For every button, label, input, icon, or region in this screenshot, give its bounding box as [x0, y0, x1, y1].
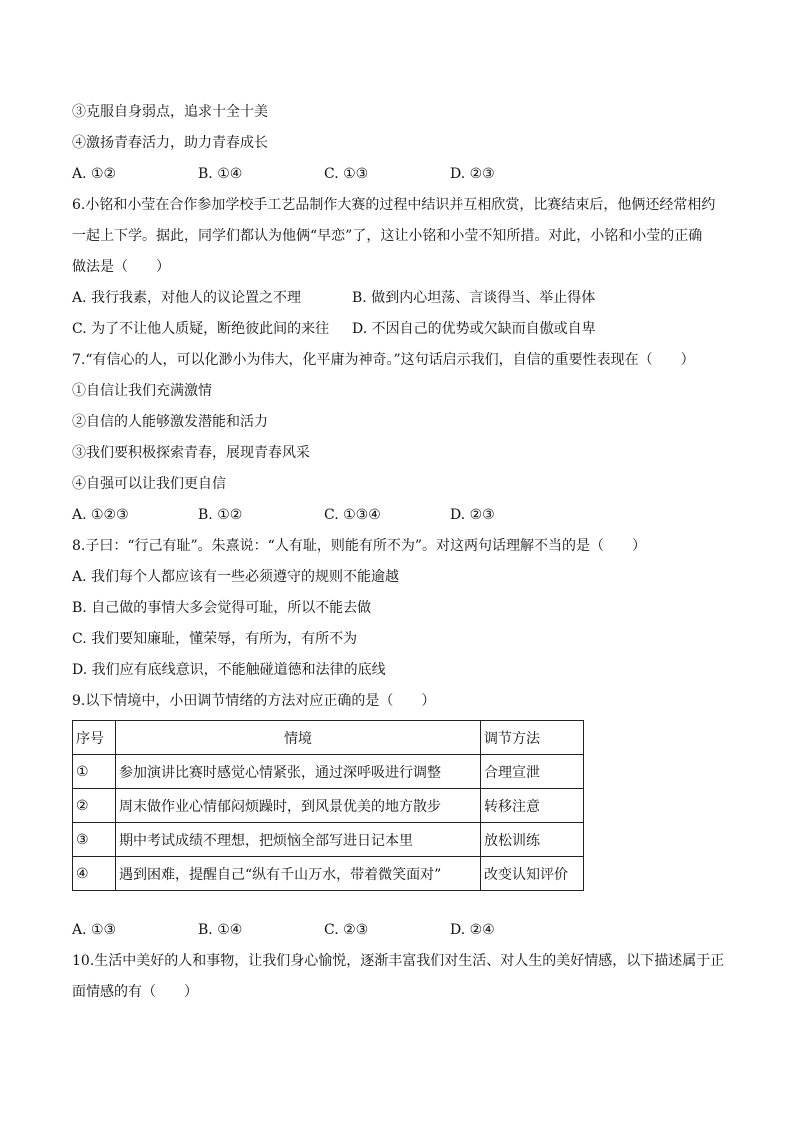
q8-option-a: A. 我们每个人都应该有一些必须遵守的规则不能逾越 — [72, 569, 400, 585]
q8-stem: 8.子曰：“行己有耻”。朱熹说：“人有耻，则能有所不为”。对这两句话理解不当的是（ ） — [72, 538, 646, 554]
q7-option-a: A. ①②③ — [72, 507, 129, 523]
q9-option-c: C. ②③ — [324, 922, 369, 938]
q6-stem-line-3: 做法是（ ） — [72, 259, 170, 275]
q5-item-3: ③克服自身弱点，追求十全十美 — [72, 104, 268, 120]
cell-method: 合理宣泄 — [481, 755, 584, 789]
cell-index: ④ — [73, 857, 116, 891]
cell-method: 转移注意 — [481, 789, 584, 823]
q9-option-a: A. ①③ — [72, 922, 117, 938]
q7-stem: 7.“有信心的人，可以化渺小为伟大，化平庸为神奇。”这句话启示我们，自信的重要性表现在（ ） — [72, 352, 695, 368]
q10-stem-line-1: 10.生活中美好的人和事物，让我们身心愉悦，逐渐丰富我们对生活、对人生的美好情感，以下描述属于正 — [72, 953, 725, 969]
q6-option-b: B. 做到内心坦荡、言谈得当、举止得体 — [352, 290, 596, 306]
table-header-row — [73, 721, 584, 755]
table-row — [73, 857, 584, 891]
q5-option-b: B. ①④ — [198, 166, 243, 182]
q9-option-d: D. ②④ — [450, 922, 495, 938]
q7-option-d: D. ②③ — [450, 507, 495, 523]
q10-stem-line-2: 面情感的有（ ） — [72, 984, 198, 1000]
cell-method: 放松训练 — [481, 823, 584, 857]
exam-page — [72, 97, 725, 1008]
q5-option-c: C. ①③ — [324, 166, 369, 182]
cell-situation: 周末做作业心情郁闷烦躁时，到风景优美的地方散步 — [116, 789, 481, 823]
cell-situation: 遇到困难，提醒自己“纵有千山万水，带着微笑面对” — [116, 857, 481, 891]
table-row — [73, 789, 584, 823]
cell-index: ③ — [73, 823, 116, 857]
cell-method: 改变认知评价 — [481, 857, 584, 891]
table-row — [73, 823, 584, 857]
q7-item-4: ④自强可以让我们更自信 — [72, 476, 226, 492]
col-header-method: 调节方法 — [481, 721, 584, 755]
q7-option-c: C. ①③④ — [324, 507, 381, 523]
q7-item-2: ②自信的人能够激发潜能和活力 — [72, 414, 268, 430]
q7-option-b: B. ①② — [198, 507, 243, 523]
cell-index: ② — [73, 789, 116, 823]
table-row — [73, 755, 584, 789]
cell-situation: 期中考试成绩不理想，把烦恼全部写进日记本里 — [116, 823, 481, 857]
q6-stem-line-2: 一起上下学。据此，同学们都认为他俩“早恋”了，这让小铭和小莹不知所措。对此，小铭和小莹的正确 — [72, 228, 703, 244]
q5-options — [72, 159, 722, 190]
q9-options — [72, 915, 722, 946]
q8-option-b: B. 自己做的事情大多会觉得可耻，所以不能去做 — [72, 600, 372, 616]
q8-option-c: C. 我们要知廉耻，懂荣辱，有所为，有所不为 — [72, 631, 358, 647]
emotion-method-table — [72, 720, 584, 891]
q6-options-row-1 — [72, 283, 722, 314]
q6-option-c: C. 为了不让他人质疑，断绝彼此间的来往 — [72, 321, 330, 337]
cell-index: ① — [73, 755, 116, 789]
cell-situation: 参加演讲比赛时感觉心情紧张，通过深呼吸进行调整 — [116, 755, 481, 789]
q9-stem: 9.以下情境中，小田调节情绪的方法对应正确的是（ ） — [72, 693, 436, 709]
q6-stem-line-1: 6.小铭和小莹在合作参加学校手工艺品制作大赛的过程中结识并互相欣赏，比赛结束后，他俩还经常相约 — [72, 197, 716, 213]
col-header-situation: 情境 — [116, 721, 481, 755]
q6-options-row-2 — [72, 314, 722, 345]
q8-option-d: D. 我们应有底线意识，不能触碰道德和法律的底线 — [72, 662, 386, 678]
q5-option-a: A. ①② — [72, 166, 117, 182]
q7-options — [72, 500, 722, 531]
q7-item-1: ①自信让我们充满激情 — [72, 383, 212, 399]
q6-option-d: D. 不因自己的优势或欠缺而自傲或自卑 — [352, 321, 596, 337]
col-header-index: 序号 — [73, 721, 116, 755]
q7-item-3: ③我们要积极探索青春，展现青春风采 — [72, 445, 310, 461]
q5-option-d: D. ②③ — [450, 166, 495, 182]
q5-item-4: ④激扬青春活力，助力青春成长 — [72, 135, 268, 151]
q6-option-a: A. 我行我素，对他人的议论置之不理 — [72, 290, 302, 306]
q9-option-b: B. ①④ — [198, 922, 243, 938]
